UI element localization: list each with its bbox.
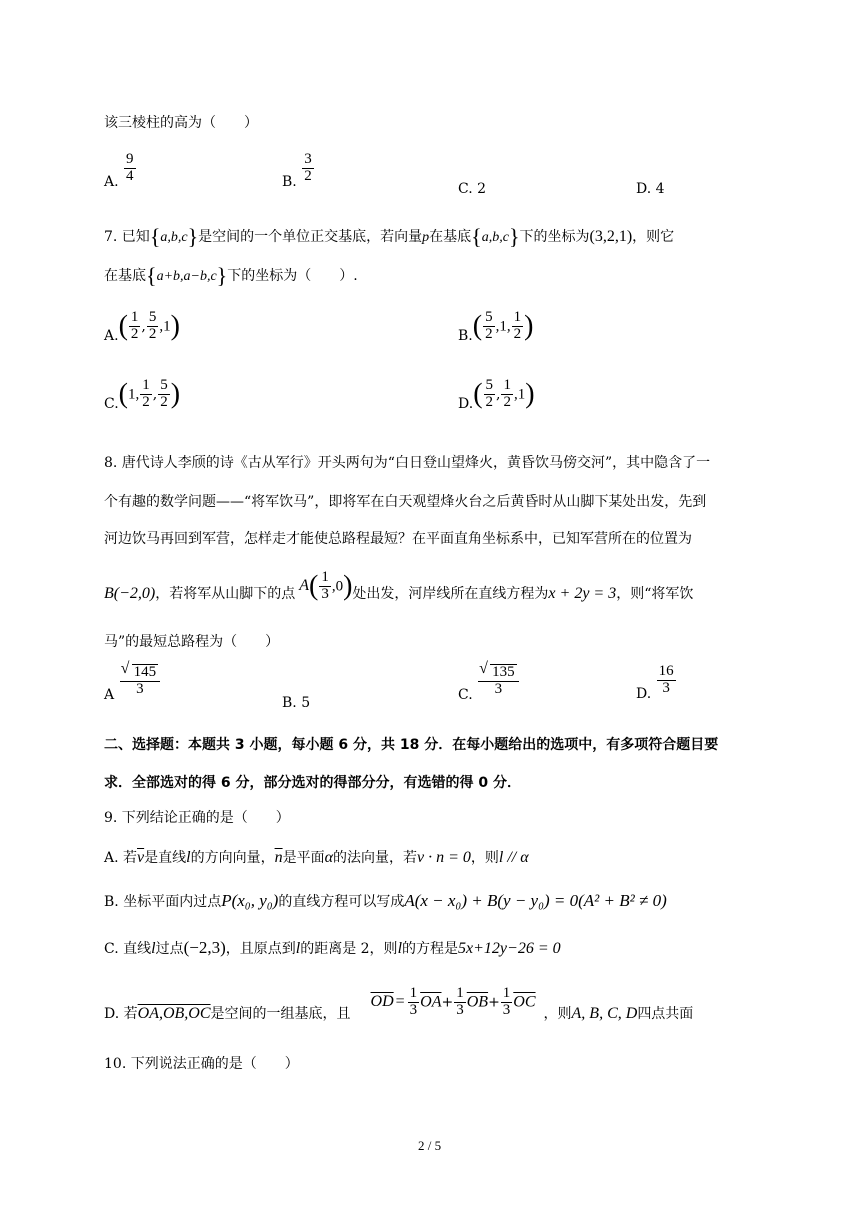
q8-option-d[interactable]: D. $\frac{16}{3}$ [636,663,674,703]
q8-option-c[interactable]: C. √ $\frac{135}{3}$ [458,664,520,698]
section2-line2: 求．全部选对的得 6 分，部分选对的得部分分，有选错的得 0 分． [104,775,521,791]
q8-line1: 8. 唐代诗人李颀的诗《古从军行》开头两句为“白日登山望烽火，黄昏饮马傍交河”，其中隐含了一 [104,455,711,471]
q9-stem: 9. 下列结论正确的是（ ） [104,810,290,826]
q8-line5: 马”的最短总路程为（ ） [104,634,280,650]
q8-point-b: B(−2,0) [104,585,156,603]
q6-a-fraction: $\frac{9}{4}$ [126,151,134,184]
q7-basis3: a+b,a−b,c [156,269,217,284]
q6-option-a[interactable] [104,151,137,191]
q9-option-a[interactable]: A. 若$\overline{v}$是直线l的方向向量，$\overline{n}$是平面α的法向量，若v · n = 0，则l // α [104,849,529,866]
q7-option-c[interactable]: C.(1, $\frac{1}{2}$ , $\frac{5}{2}$ ) [104,377,181,413]
q8-option-a[interactable]: A √ $\frac{145}{3}$ [104,664,161,698]
q9-option-d[interactable]: D. 若OA,OB,OC是空间的一组基底，且$\overline{OD}$ = $\frac{1}{3}$ $\overline{OA}+$ $\frac{1}{3}$ $\overline{OB}+$ $\frac{1}{3}$ $\overline{OC}$，则A, B, C, D四点共面 [104,985,694,1023]
q6-stem: 该三棱柱的高为（ ） [104,115,258,131]
q8-line2: 个有趣的数学问题——“将军饮马”，即将军在白天观望烽火台之后黄昏时从山脚下某处出发，先到 [104,494,707,510]
q7-basis2: a,b,c [481,230,509,245]
q7-vector-p: p [422,230,430,245]
q7-option-d[interactable]: D.( $\frac{5}{2}$ , $\frac{1}{2}$ ,1) [458,377,535,413]
q8-line3: 河边饮马再回到军营，怎样走才能使总路程最短？在平面直角坐标系中，已知军营所在的位置为 [104,531,692,547]
q7-basis1: a,b,c [160,230,188,245]
section2-line1: 二、选择题：本题共 3 小题，每小题 6 分，共 18 分．在每小题给出的选项中，有多项符合题目要 [104,737,719,753]
q9-option-c[interactable]: C. 直线l过点(−2,3)，且原点到l的距离是 2，则l的方程是5x+12y−26 = 0 [104,938,561,957]
q7-coord: (3,2,1) [589,228,633,245]
q6-option-c[interactable]: C. 2 [458,181,487,197]
q6-option-b[interactable] [282,151,315,191]
q6-b-fraction: $\frac{3}{2}$ [304,151,312,184]
q8-line4: B(−2,0)，若将军从山脚下的点 A( $\frac{1}{3}$ ,0)处出发，河岸线所在直线方程为x + 2y = 3，则“将军饮 [104,569,694,603]
q7-line1: 7. 已知{a,b,c}是空间的一个单位正交基底，若向量p在基底{a,b,c}下的坐标为(3,2,1)，则它 [104,224,675,249]
q6-a-label: A. [104,174,119,191]
page-number: 2 / 5 [418,1138,442,1153]
q6-b-label: B. [282,174,297,191]
q7-line2: 在基底{a+b,a−b,c}下的坐标为（ ）. [104,263,358,288]
q7-option-b[interactable]: B.( $\frac{5}{2}$ ,1, $\frac{1}{2}$ ) [458,309,534,345]
q10-stem: 10. 下列说法正确的是（ ） [104,1056,299,1072]
q6-option-d[interactable]: D. 4 [636,181,665,197]
q8-option-b[interactable]: B. 5 [282,695,311,711]
q8-river-equation: x + 2y = 3 [548,585,617,603]
q9-option-b[interactable]: B. 坐标平面内过点P(x₀, y₀)的直线方程可以写成A(x − x₀) + B(y − y₀) = 0(A² + B² ≠ 0) [104,891,667,910]
q7-option-a[interactable]: A.( $\frac{1}{2}$ , $\frac{5}{2}$ ,1) [104,309,180,345]
